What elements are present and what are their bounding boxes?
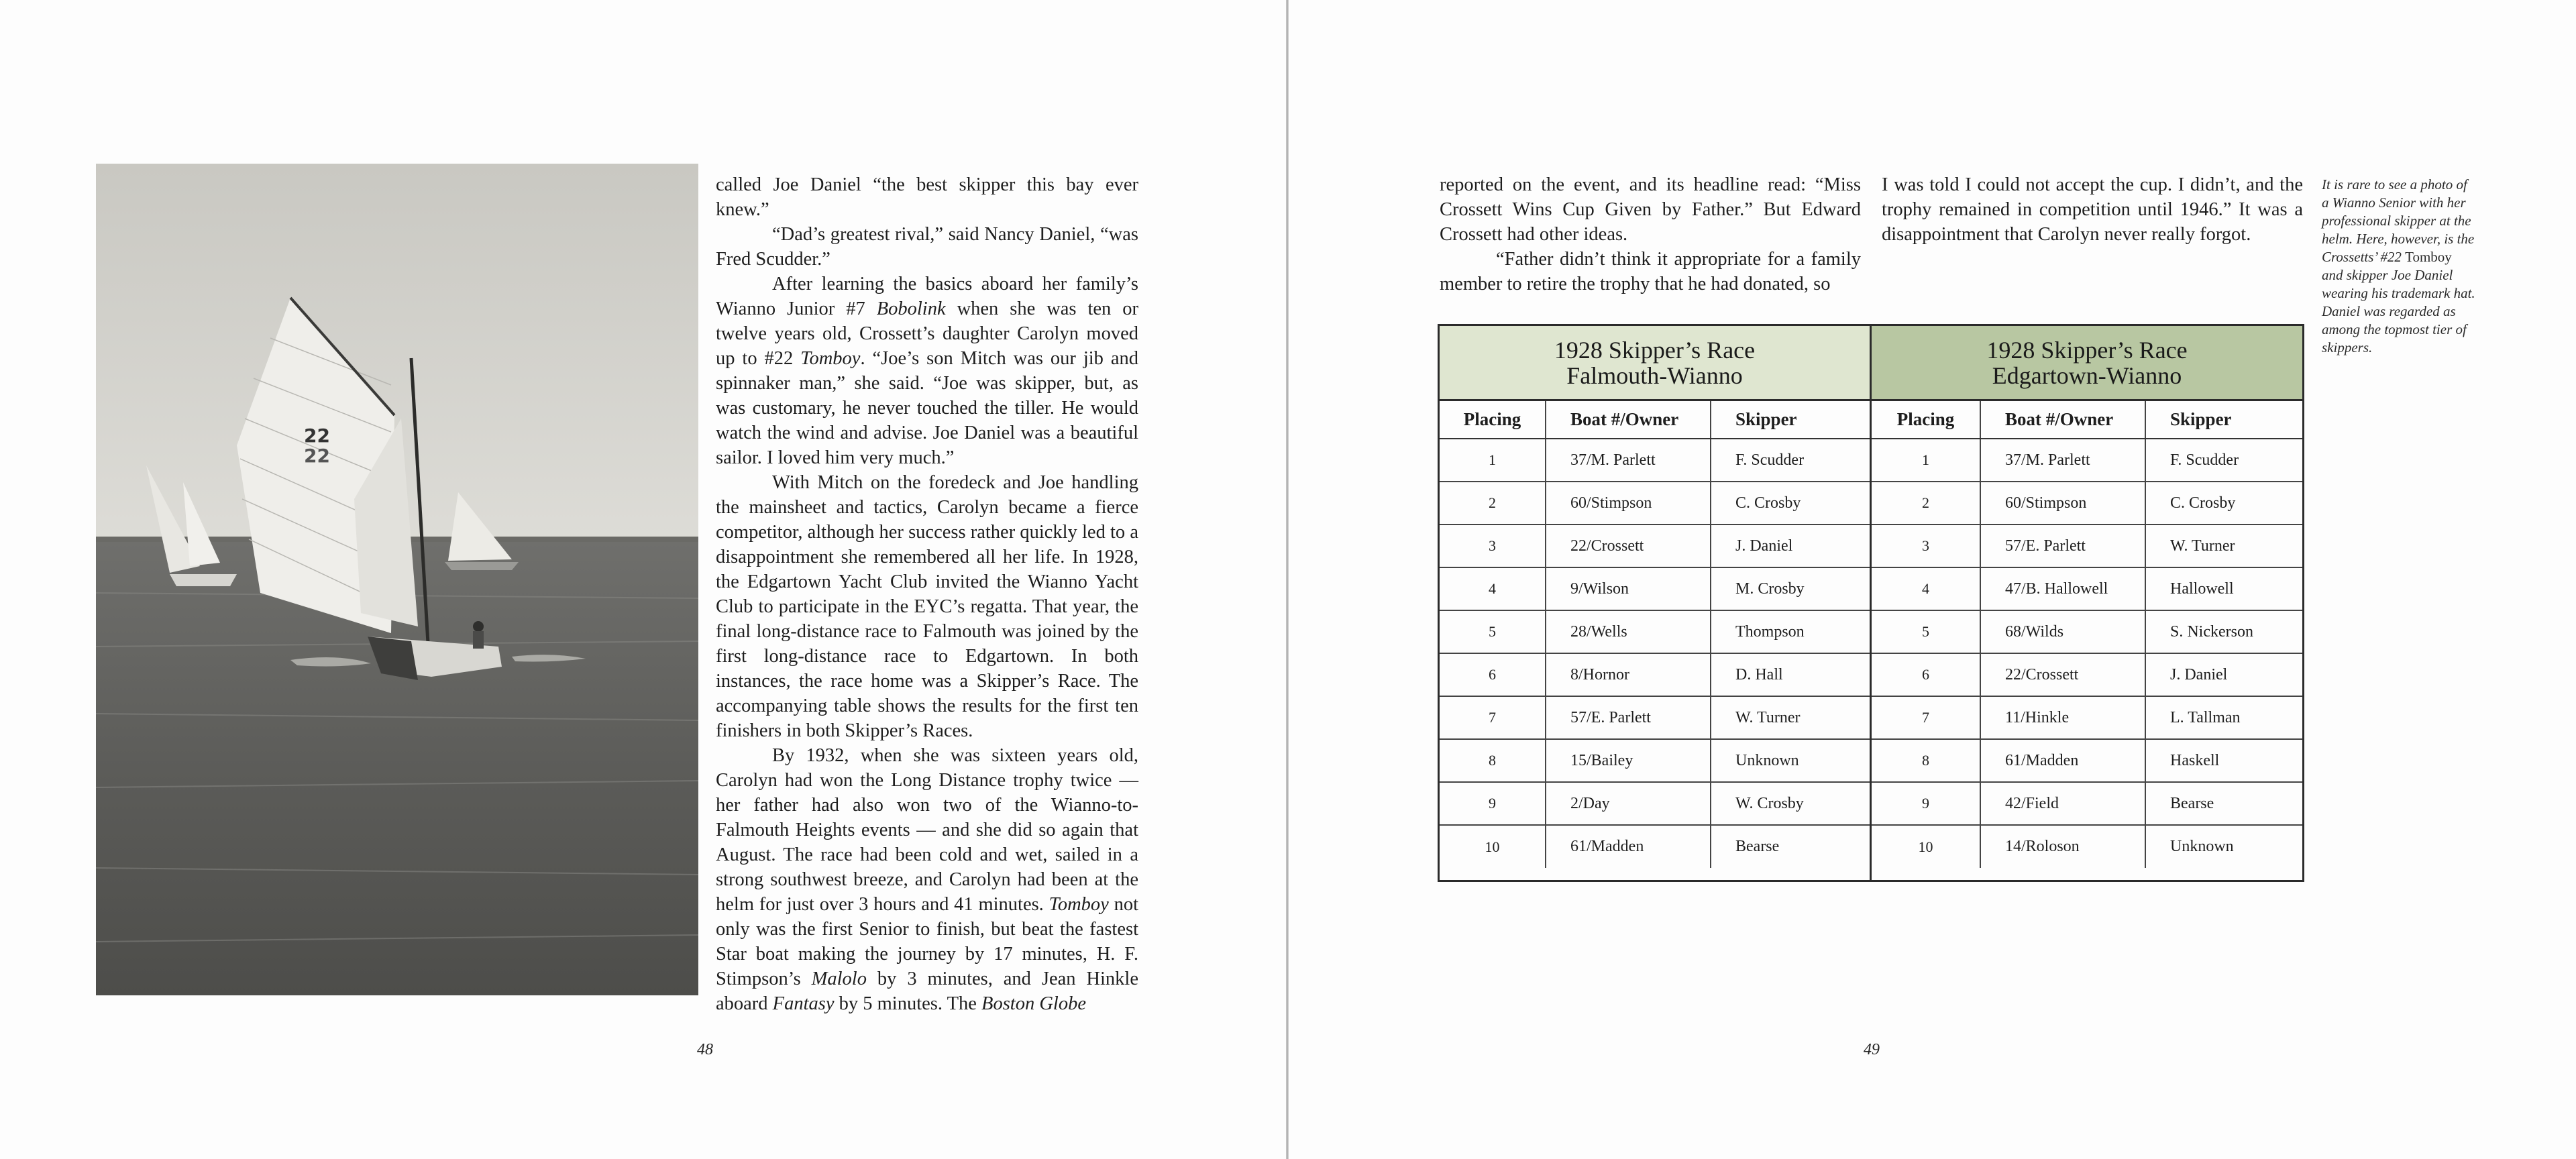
- column-header-placing: Placing: [1872, 401, 1980, 439]
- cell-boat-owner: 11/Hinkle: [1980, 696, 2145, 739]
- text-run: by 5 minutes. The: [834, 993, 982, 1014]
- cell-skipper: J. Daniel: [1711, 525, 1870, 567]
- text-run: “Dad’s greatest rival,” said Nancy Daniel, “was Fred Scudder.”: [716, 224, 1138, 270]
- cell-skipper: W. Crosby: [1711, 782, 1870, 825]
- cell-skipper: M. Crosby: [1711, 567, 1870, 610]
- cell-boat-owner: 37/M. Parlett: [1546, 439, 1711, 482]
- caption-text: It is rare to see a photo of a Wianno Senior with her professional skipper at the helm. Here, however, is the Crossetts’ #22: [2322, 176, 2475, 265]
- table-row: [1872, 739, 2302, 782]
- cell-placing: 8: [1872, 739, 1980, 782]
- cell-boat-owner: 2/Day: [1546, 782, 1711, 825]
- cell-boat-owner: 28/Wells: [1546, 610, 1711, 653]
- photo-caption: [2322, 176, 2476, 357]
- edgartown-wianno-table: [1872, 326, 2302, 880]
- cell-placing: 4: [1440, 567, 1546, 610]
- column-header-boat-owner: Boat #/Owner: [1980, 401, 2145, 439]
- text-run: After learning the basics aboard her family’s Wianno Junior #7: [716, 274, 1138, 319]
- right-body-text-column-1: [1440, 172, 1861, 296]
- race-results-tables: [1438, 324, 2304, 882]
- table-row: [1440, 696, 1870, 739]
- text-run: called Joe Daniel “the best skipper this bay ever knew.”: [716, 174, 1138, 220]
- table-title-line-2: Edgartown-Wianno: [1992, 362, 2182, 389]
- italic-title: Bobolink: [876, 298, 946, 319]
- left-page: [0, 0, 1287, 1159]
- cell-boat-owner: 57/E. Parlett: [1546, 696, 1711, 739]
- cell-skipper: Hallowell: [2145, 567, 2302, 610]
- cell-skipper: Haskell: [2145, 739, 2302, 782]
- italic-title: Tomboy: [800, 348, 861, 369]
- caption-boat-name: Tomboy: [2405, 249, 2452, 265]
- cell-placing: 8: [1440, 739, 1546, 782]
- cell-placing: 7: [1440, 696, 1546, 739]
- text-run: reported on the event, and its headline read: “Miss Crossett Wins Cup Given by Father.” But Edward Crossett had other ideas.: [1440, 174, 1861, 245]
- cell-boat-owner: 22/Crossett: [1980, 653, 2145, 696]
- text-run: By 1932, when she was sixteen years old, Carolyn had won the Long Distance trophy twice — her father had also won two of the Wianno-to-Falmouth Heights events — and she did so again that August. The race had been cold and wet, sailed in a strong southwest breeze, and Carolyn had been at the helm for just over 3 hours and 41 minutes.: [716, 745, 1138, 915]
- paragraph: [716, 272, 1138, 470]
- cell-placing: 2: [1440, 482, 1546, 525]
- cell-skipper: F. Scudder: [2145, 439, 2302, 482]
- text-run: I was told I could not accept the cup. I didn’t, and the trophy remained in competition until 1946.” It was a disappointment that Carolyn never really forgot.: [1882, 174, 2303, 245]
- cell-skipper: J. Daniel: [2145, 653, 2302, 696]
- table-title: [1872, 326, 2302, 401]
- table-row: [1440, 739, 1870, 782]
- column-header-placing: Placing: [1440, 401, 1546, 439]
- cell-placing: 3: [1440, 525, 1546, 567]
- table-row: [1440, 439, 1870, 482]
- cell-boat-owner: 60/Stimpson: [1546, 482, 1711, 525]
- cell-skipper: C. Crosby: [2145, 482, 2302, 525]
- cell-boat-owner: 37/M. Parlett: [1980, 439, 2145, 482]
- cell-placing: 2: [1872, 482, 1980, 525]
- svg-text:22: 22: [304, 425, 330, 447]
- sailboat-photo-image: [96, 164, 698, 995]
- right-body-text-column-2: [1882, 172, 2303, 247]
- cell-boat-owner: 9/Wilson: [1546, 567, 1711, 610]
- table-row: [1440, 782, 1870, 825]
- cell-skipper: Bearse: [2145, 782, 2302, 825]
- table-title-line-1: 1928 Skipper’s Race: [1986, 336, 2188, 364]
- sailboat-photo: [96, 164, 698, 995]
- cell-boat-owner: 22/Crossett: [1546, 525, 1711, 567]
- left-body-text: [716, 172, 1138, 1016]
- falmouth-wianno-table: [1440, 326, 1872, 880]
- table-row: [1872, 482, 2302, 525]
- book-gutter: [1286, 0, 1289, 1159]
- cell-skipper: Unknown: [2145, 825, 2302, 868]
- text-run: With Mitch on the foredeck and Joe handling the mainsheet and tactics, Carolyn became a fierce competitor, although her success rather quickly led to a disappointment she remembered all her life. In 1928, the Edgartown Yacht Club invited the Wianno Yacht Club to participate in the EYC’s regatta. That year, the final long-distance race to Falmouth was joined by the first long-distance race to Edgartown. In both instances, the race home was a Skipper’s Race. The accompanying table shows the results for the first ten finishers in both Skipper’s Races.: [716, 472, 1138, 741]
- column-header-skipper: Skipper: [1711, 401, 1870, 439]
- table-row: [1440, 653, 1870, 696]
- table-title: [1440, 326, 1870, 401]
- cell-boat-owner: 15/Bailey: [1546, 739, 1711, 782]
- table-row: [1872, 825, 2302, 868]
- text-run: when she was ten or twelve years old, Crossett’s daughter Carolyn moved up to #22: [716, 298, 1138, 369]
- cell-boat-owner: 42/Field: [1980, 782, 2145, 825]
- italic-title: Boston Globe: [981, 993, 1086, 1014]
- cell-placing: 5: [1440, 610, 1546, 653]
- cell-skipper: W. Turner: [1711, 696, 1870, 739]
- results-grid: [1872, 401, 2302, 868]
- cell-skipper: Unknown: [1711, 739, 1870, 782]
- page-number-right: 49: [1864, 1041, 1880, 1058]
- cell-placing: 5: [1872, 610, 1980, 653]
- header-row: [1440, 401, 1870, 439]
- cell-skipper: L. Tallman: [2145, 696, 2302, 739]
- cell-boat-owner: 61/Madden: [1980, 739, 2145, 782]
- paragraph: [1440, 172, 1861, 247]
- cell-boat-owner: 60/Stimpson: [1980, 482, 2145, 525]
- cell-placing: 3: [1872, 525, 1980, 567]
- table-row: [1872, 567, 2302, 610]
- cell-skipper: C. Crosby: [1711, 482, 1870, 525]
- cell-boat-owner: 57/E. Parlett: [1980, 525, 2145, 567]
- cell-skipper: Bearse: [1711, 825, 1870, 868]
- cell-placing: 6: [1872, 653, 1980, 696]
- page-number-left: 48: [697, 1041, 713, 1058]
- results-grid: [1440, 401, 1870, 868]
- cell-skipper: S. Nickerson: [2145, 610, 2302, 653]
- cell-boat-owner: 47/B. Hallowell: [1980, 567, 2145, 610]
- column-header-skipper: Skipper: [2145, 401, 2302, 439]
- table-title-line-2: Falmouth-Wianno: [1566, 362, 1743, 389]
- cell-boat-owner: 61/Madden: [1546, 825, 1711, 868]
- cell-placing: 9: [1872, 782, 1980, 825]
- cell-placing: 1: [1922, 451, 1929, 468]
- cell-boat-owner: 68/Wilds: [1980, 610, 2145, 653]
- paragraph: [1440, 247, 1861, 296]
- text-run: . “Joe’s son Mitch was our jib and spinnaker man,” she said. “Joe was skipper, but, as was customary, he never touched the tiller. He would watch the wind and advise. Joe Daniel was a beautiful sailor. I loved him very much.”: [716, 348, 1138, 468]
- cell-skipper: D. Hall: [1711, 653, 1870, 696]
- table-row: [1440, 825, 1870, 868]
- cell-boat-owner: 8/Hornor: [1546, 653, 1711, 696]
- cell-skipper: F. Scudder: [1711, 439, 1870, 482]
- text-run: not only was the first Senior to finish, but beat the fastest Star boat making the journey by 17 minutes, H. F. Stimpson’s: [716, 894, 1139, 989]
- cell-placing: 7: [1872, 696, 1980, 739]
- svg-text:22: 22: [304, 445, 330, 467]
- cell-boat-owner: 14/Roloson: [1980, 825, 2145, 868]
- table-row: [1872, 696, 2302, 739]
- table-row: [1440, 610, 1870, 653]
- paragraph: [716, 222, 1138, 272]
- table-row: [1872, 653, 2302, 696]
- cell-placing: 6: [1440, 653, 1546, 696]
- cell-skipper: Thompson: [1711, 610, 1870, 653]
- header-row: [1872, 401, 2302, 439]
- table-row: [1440, 567, 1870, 610]
- italic-title: Malolo: [811, 969, 867, 989]
- cell-placing: 10: [1440, 825, 1546, 868]
- paragraph: [716, 743, 1138, 1016]
- paragraph: [1882, 172, 2303, 247]
- paragraph: [716, 470, 1138, 743]
- italic-title: Fantasy: [772, 993, 835, 1014]
- table-row: [1872, 610, 2302, 653]
- cell-skipper: W. Turner: [2145, 525, 2302, 567]
- caption-text: and skipper Joe Daniel wearing his trademark hat. Daniel was regarded as among the topmost tier of skippers.: [2322, 267, 2475, 355]
- column-header-boat-owner: Boat #/Owner: [1546, 401, 1711, 439]
- cell-placing: 10: [1872, 825, 1980, 868]
- paragraph: [716, 172, 1138, 222]
- cell-placing: 9: [1440, 782, 1546, 825]
- text-run: by 3 minutes, and Jean Hinkle aboard: [716, 969, 1138, 1014]
- table-row: [1872, 525, 2302, 567]
- cell-placing: 1: [1489, 451, 1496, 468]
- cell-placing: 4: [1872, 567, 1980, 610]
- table-row: [1872, 439, 2302, 482]
- text-run: “Father didn’t think it appropriate for a family member to retire the trophy that he had donated, so: [1440, 249, 1861, 294]
- table-row: [1872, 782, 2302, 825]
- table-row: [1440, 482, 1870, 525]
- italic-title: Tomboy: [1049, 894, 1109, 915]
- table-title-line-1: 1928 Skipper’s Race: [1554, 336, 1756, 364]
- table-row: [1440, 525, 1870, 567]
